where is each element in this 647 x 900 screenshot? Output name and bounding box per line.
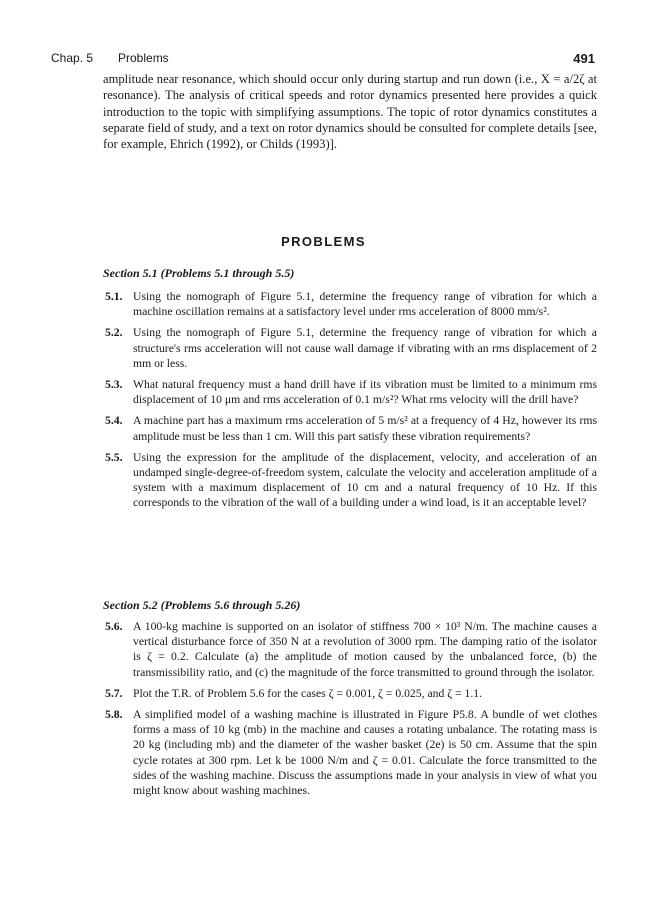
- problem-5-8: [103, 707, 597, 798]
- problem-number: 5.3.: [105, 378, 123, 392]
- problem-list-section-5-2: [103, 619, 597, 804]
- section-heading-5-2: Section 5.2 (Problems 5.6 through 5.26): [103, 598, 301, 612]
- problem-number: 5.7.: [105, 686, 123, 700]
- section-heading-5-1: Section 5.1 (Problems 5.1 through 5.5): [103, 266, 295, 280]
- problem-text: Using the nomograph of Figure 5.1, determine the frequency range of vibration for which a structure's rms acceleration will not cause wall damage if vibrating with an rms displacement of 2 mm or less.: [133, 326, 597, 370]
- problem-list-section-5-1: [103, 289, 597, 517]
- problem-number: 5.4.: [105, 414, 123, 428]
- problems-heading: PROBLEMS: [281, 234, 366, 249]
- intro-paragraph: [103, 71, 597, 152]
- problem-5-1: [103, 289, 597, 319]
- problem-text: What natural frequency must a hand drill have if its vibration must be limited to a minimum rms displacement of 10 μm and rms acceleration of 0.1 m/s²? What rms velocity will the drill have?: [133, 378, 597, 407]
- problem-5-2: [103, 325, 597, 371]
- section-label: Problems: [118, 51, 169, 65]
- problem-number: 5.2.: [105, 326, 123, 340]
- problem-text: Using the nomograph of Figure 5.1, determine the frequency range of vibration for which a machine oscillation remains at a satisfactory level under rms acceleration of 8000 mm/s².: [133, 290, 597, 319]
- problem-number: 5.1.: [105, 290, 123, 303]
- problem-text: A machine part has a maximum rms acceleration of 5 m/s² at a frequency of 4 Hz, however its rms amplitude must be less than 1 cm. Will this part satisfy these vibration requirements?: [133, 414, 597, 443]
- problem-number: 5.6.: [105, 620, 123, 633]
- page-number: 491: [573, 51, 595, 66]
- problem-text: A 100-kg machine is supported on an isolator of stiffness 700 × 10³ N/m. The machine causes a vertical disturbance force of 350 N at a revolution of 3000 rpm. The damping ratio of the isolator is ζ = 0.2. Calculate (a) the amplitude of motion caused by the unbalanced force, (b) the transmissibility ratio, and (c) the magnitude of the force transmitted to ground through the isolator.: [133, 620, 597, 679]
- problem-5-3: [103, 377, 597, 407]
- problem-text: A simplified model of a washing machine is illustrated in Figure P5.8. A bundle of wet clothes forms a mass of 10 kg (mb) in the machine and causes a rotating unbalance. The rotating mass is 20 kg (including mb) and the diameter of the washer basket (2e) is 50 cm. Assume that the spin cycle rotates at 300 rpm. Let k be 1000 N/m and ζ = 0.01. Calculate the force transmitted to the sides of the washing machine. Discuss the assumptions made in your analysis in view of what you might know about washing machines.: [133, 708, 597, 798]
- intro-text: amplitude near resonance, which should occur only during startup and run down (i.e., X = a/2ζ at resonance). The analysis of critical speeds and rotor dynamics presented here provides a quick introduction to the topic with simplifying assumptions. The topic of rotor dynamics constitutes a separate field of study, and a text on rotor dynamics should be consulted for complete details [see, for example, Ehrich (1992), or Childs (1993)].: [103, 72, 597, 152]
- problem-5-7: [103, 686, 597, 701]
- problem-number: 5.5.: [105, 450, 123, 464]
- problem-5-5: [103, 450, 597, 511]
- chapter-label: Chap. 5: [51, 51, 94, 65]
- problem-text: Plot the T.R. of Problem 5.6 for the cases ζ = 0.001, ζ = 0.025, and ζ = 1.1.: [133, 686, 483, 700]
- problem-number: 5.8.: [105, 708, 123, 722]
- problem-5-6: [103, 619, 597, 680]
- problem-5-4: [103, 413, 597, 443]
- problem-text: Using the expression for the amplitude of the displacement, velocity, and acceleration of an undamped single-degree-of-freedom system, calculate the velocity and acceleration amplitude of a system with a maximum displacement of 10 cm and a natural frequency of 10 Hz. If this corresponds to the vibration of the wall of a building under a wind load, is it an acceptable level?: [133, 450, 597, 510]
